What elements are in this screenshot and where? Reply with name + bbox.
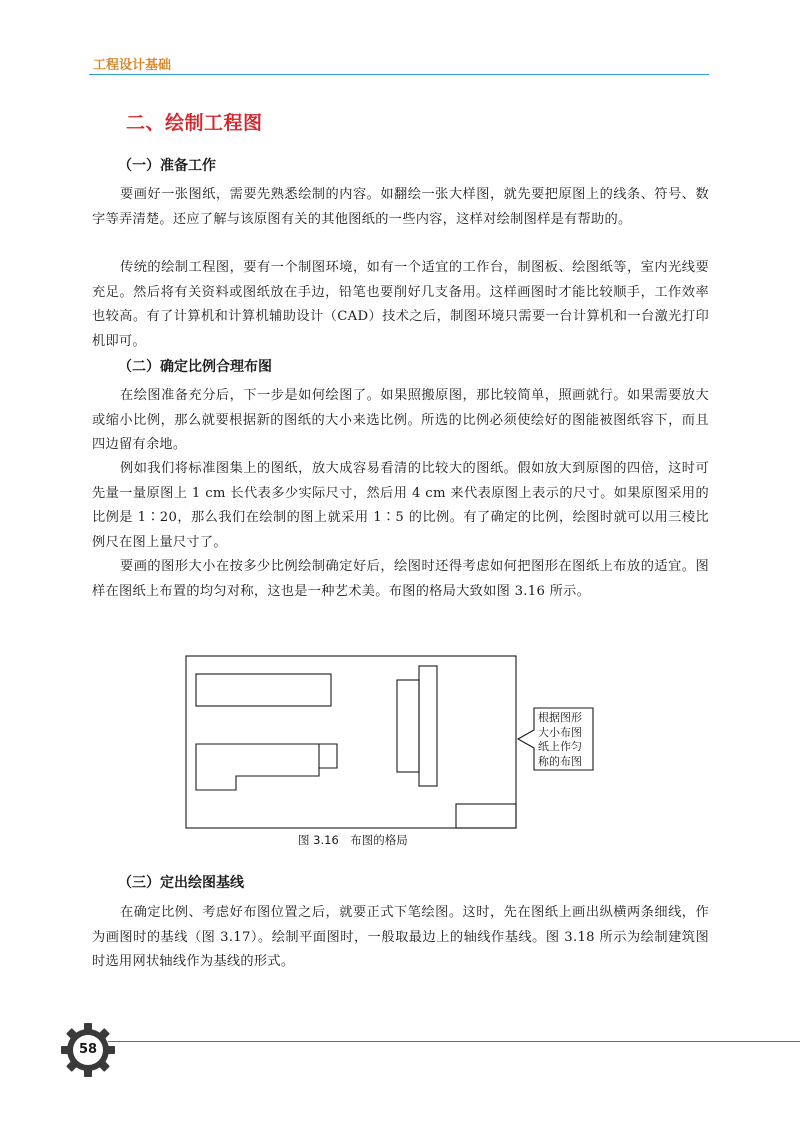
subsection-heading-1: （一）准备工作: [118, 158, 216, 174]
subsection-heading-3: （三）定出绘图基线: [118, 875, 244, 891]
section-title: 二、绘制工程图: [126, 112, 263, 134]
header-book-title: 工程设计基础: [93, 58, 172, 73]
top-left-block: [196, 674, 331, 706]
drawing-sheet-border: [186, 656, 516, 828]
title-block: [456, 804, 516, 828]
paragraph: 要画的图形大小在按多少比例绘制确定好后，绘图时还得考虑如何把图形在图纸上布放的适宜。图样在图纸上布置的均匀对称，这也是一种艺术美。布图的格局大致如图 3.16 所示。: [92, 559, 709, 599]
paragraph: 要画好一张图纸，需要先熟悉绘制的内容。如翻绘一张大样图，就先要把原图上的线条、符号、数字等弄清楚。还应了解与该原图有关的其他图纸的一些内容，这样对绘制图样是有帮助的。: [92, 187, 709, 227]
header-rule: [89, 74, 709, 75]
layout-figure: [184, 654, 604, 830]
paragraph: 在绘图准备充分后，下一步是如何绘图了。如果照搬原图，那比较简单，照画就行。如果需要放大或缩小比例，那么就要根据新的图纸的大小来选比例。所选的比例必须使绘好的图能被图纸容下，而且四边留有余地。: [92, 388, 709, 452]
paragraph: 例如我们将标准图集上的图纸，放大成容易看清的比较大的图纸。假如放大到原图的四倍，这时可先量一量原图上 1 cm 长代表多少实际尺寸，然后用 4 cm 来代表原图上表示的尺寸。如果原图采用的比例是 1∶20，那么我们在绘制的图上就采用 1∶5 的比例。有了确定的比例，绘图时就可以用三棱比例尺在图上量尺寸了。: [92, 461, 709, 550]
footer-rule: [108, 1041, 800, 1042]
inner-tall-block: [397, 680, 419, 772]
callout-text: 根据图形大小布图纸上作匀称的布图: [538, 711, 582, 768]
paragraph: 传统的绘制工程图，要有一个制图环境，如有一个适宜的工作台，制图板、绘图纸等，室内光线要充足。然后将有关资料或图纸放在手边，铅笔也要削好几支备用。这样画图时才能比较顺手，工作效率也较高。有了计算机和计算机辅助设计（CAD）技术之后，制图环境只需要一台计算机和一台激光打印机即可。: [92, 260, 709, 349]
figure-caption: 图 3.16 布图的格局: [298, 833, 408, 847]
outer-tall-block: [419, 666, 437, 786]
subsection-heading-2: （二）确定比例合理布图: [118, 359, 272, 375]
l-shaped-block: [196, 744, 337, 790]
paragraph: 在确定比例、考虑好布图位置之后，就要正式下笔绘图。这时，先在图纸上画出纵横两条细线，作为画图时的基线（图 3.17）。绘制平面图时，一般取最边上的轴线作基线。图 3.18 所示为绘制建筑图时选用网状轴线作为基线的形式。: [92, 905, 709, 969]
page-number: 58: [78, 1042, 98, 1057]
